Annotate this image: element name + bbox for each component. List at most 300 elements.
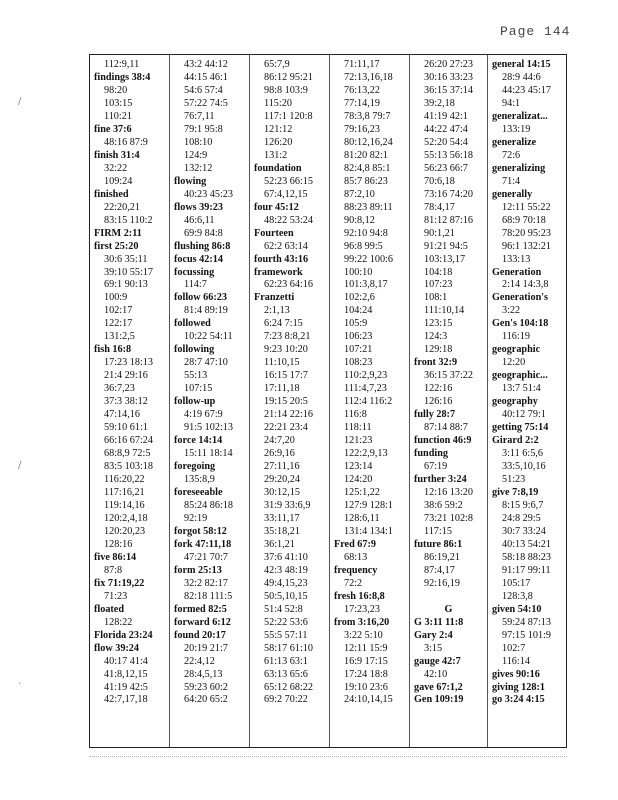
index-term: fourth 43:16: [254, 253, 309, 265]
page-reference: 21:4 29:16: [104, 370, 148, 382]
page-reference: 48:16 87:9: [104, 136, 148, 148]
page-reference: 6:24 7:15: [264, 318, 303, 330]
page-reference: 72:6: [502, 149, 521, 161]
index-term: four 45:12: [254, 201, 299, 213]
page-reference: 125:1,22: [344, 486, 380, 498]
page-reference: 78:3,8 79:7: [344, 110, 391, 122]
margin-tick-mark: .: [18, 676, 22, 687]
index-column: [170, 55, 250, 747]
page-reference: 28:4,5,13: [184, 668, 223, 680]
page-reference: 108:23: [344, 357, 373, 369]
page-reference: 122:16: [424, 383, 453, 395]
page-reference: 63:13 65:6: [264, 668, 308, 680]
index-column: [488, 55, 568, 747]
index-term: generalizing: [492, 162, 546, 174]
page-reference: 133:13: [502, 253, 531, 265]
page-reference: 62:2 63:14: [264, 240, 308, 252]
page-reference: 117:15: [424, 525, 452, 537]
index-term: giving 128:1: [492, 681, 545, 693]
index-term: fine 37:6: [94, 123, 132, 135]
page-reference: 49:4,15,23: [264, 577, 308, 589]
footer-divider: [89, 756, 567, 757]
page-reference: 86:12 95:21: [264, 71, 313, 83]
page-reference: 12:11 55:22: [502, 201, 551, 213]
page-reference: 22:4,12: [184, 655, 215, 667]
index-term: following: [174, 344, 215, 356]
index-term: fix 71:19,22: [94, 577, 145, 589]
index-term: given 54:10: [492, 603, 542, 615]
page-reference: 17:23 18:13: [104, 357, 153, 369]
page-reference: 64:20 65:2: [184, 694, 228, 706]
page-reference: 115:20: [264, 97, 292, 109]
page-reference: 135:8,9: [184, 474, 215, 485]
index-term: gauge 42:7: [414, 655, 461, 667]
page-reference: 17:24 18:8: [344, 668, 388, 680]
index-term: flow 39:24: [94, 642, 139, 654]
page-reference: 126:20: [264, 136, 293, 148]
page-reference: 24:8 29:5: [502, 512, 541, 524]
page-reference: 36:15 37:22: [424, 370, 473, 382]
page-reference: 19:15 20:5: [264, 396, 308, 408]
page-reference: 59:24 87:13: [502, 616, 551, 628]
page-reference: 52:23 66:15: [264, 175, 313, 187]
index-term: FIRM 2:11: [94, 227, 142, 239]
page-reference: 120:2,4,18: [104, 512, 148, 524]
page-reference: 24:7,20: [264, 435, 295, 447]
page-reference: 33:5,10,16: [502, 461, 546, 473]
page-reference: 87:8: [104, 564, 123, 576]
page-reference: 81:12 87:16: [424, 214, 473, 226]
page-reference: 30:12,15: [264, 486, 300, 498]
page-reference: 29:20,24: [264, 474, 300, 485]
page-reference: 83:15 110:2: [104, 214, 153, 226]
page-reference: 16:9 17:15: [344, 655, 388, 667]
page-reference: 131:2: [264, 149, 288, 161]
page-reference: 22:21 23:4: [264, 422, 308, 434]
page-reference: 72:2: [344, 577, 363, 589]
page-reference: 58:17 61:10: [264, 642, 313, 654]
page-reference: 99:22 100:6: [344, 253, 393, 265]
index-term: forgot 58:12: [174, 525, 227, 537]
page-reference: 44:15 46:1: [184, 71, 228, 83]
page-reference: 131:2,5: [104, 331, 135, 343]
index-term: funding: [414, 448, 448, 460]
page-reference: 92:16,19: [424, 577, 460, 589]
page-reference: 30:6 35:11: [104, 253, 148, 265]
page-reference: 71:23: [104, 590, 128, 602]
page-reference: 32:2 82:17: [184, 577, 228, 589]
page-reference: 28:9 44:6: [502, 71, 541, 83]
page-reference: 52:22 53:6: [264, 616, 308, 628]
index-term: foundation: [254, 162, 302, 174]
index-term: geographic...: [492, 370, 548, 382]
page-number-label: Page 144: [500, 24, 571, 39]
page-reference: 108:10: [184, 136, 213, 148]
index-term: fully 28:7: [414, 409, 456, 421]
page-reference: 11:10,15: [264, 357, 300, 369]
index-term: Generation: [492, 266, 542, 278]
blank-line: [410, 591, 487, 604]
index-term: Fourteen: [254, 227, 294, 239]
index-term: further 3:24: [414, 474, 467, 485]
page-reference: 58:18 88:23: [502, 551, 551, 563]
page-reference: 69:1 90:13: [104, 279, 148, 291]
page-reference: 12:20: [502, 357, 526, 369]
page-reference: 96:8 99:5: [344, 240, 383, 252]
page-reference: 59:10 61:1: [104, 422, 148, 434]
page-reference: 131:4 134:1: [344, 525, 393, 537]
index-term: Gary 2:4: [414, 629, 453, 641]
page-reference: 82:18 111:5: [184, 590, 233, 602]
page-reference: 47:14,16: [104, 409, 140, 421]
page-reference: 106:23: [344, 331, 373, 343]
page-reference: 3:15: [424, 642, 443, 654]
page-reference: 103:15: [104, 97, 133, 109]
page-reference: 65:12 68:22: [264, 681, 313, 693]
index-term: from 3:16,20: [334, 616, 390, 628]
page-reference: 105:9: [344, 318, 368, 330]
page-reference: 123:15: [424, 318, 453, 330]
page-reference: 40:23 45:23: [184, 188, 233, 200]
page-reference: 112:4 116:2: [344, 396, 393, 408]
index-term: generalizat...: [492, 110, 548, 122]
index-term: generally: [492, 188, 533, 200]
word-index-table: [89, 54, 567, 748]
page-reference: 42:7,17,18: [104, 694, 148, 706]
page-reference: 109:24: [104, 175, 133, 187]
page-reference: 110:2,9,23: [344, 370, 388, 382]
index-term: force 14:14: [174, 435, 223, 447]
margin-tick-mark: /: [18, 96, 22, 107]
page-reference: 78:20 95:23: [502, 227, 551, 239]
index-term: flowing: [174, 175, 207, 187]
index-term: G 3:11 11:8: [414, 616, 464, 628]
index-term: followed: [174, 318, 211, 330]
index-term: focus 42:14: [174, 253, 223, 265]
page-reference: 73:16 74:20: [424, 188, 473, 200]
page-reference: 133:19: [502, 123, 531, 135]
page-reference: 17:11,18: [264, 383, 300, 395]
page-reference: 102:2,6: [344, 292, 375, 304]
page-reference: 98:8 103:9: [264, 84, 308, 96]
page-reference: 7:23 8:8,21: [264, 331, 311, 343]
page-reference: 48:22 53:24: [264, 214, 313, 226]
index-term: framework: [254, 266, 303, 278]
page-reference: 12:11 15:9: [344, 642, 388, 654]
page-reference: 102:7: [502, 642, 526, 654]
page-reference: 80:12,16,24: [344, 136, 393, 148]
index-term: Franzetti: [254, 292, 295, 304]
page-reference: 104:24: [344, 305, 373, 317]
page-reference: 87:2,10: [344, 188, 375, 200]
page-reference: 126:16: [424, 396, 453, 408]
page-reference: 61:13 63:1: [264, 655, 308, 667]
page-reference: 41:19 42:1: [424, 110, 468, 122]
page-reference: 56:23 66:7: [424, 162, 468, 174]
page-reference: 65:7,9: [264, 59, 290, 70]
page-reference: 19:10 23:6: [344, 681, 388, 693]
page-reference: 98:20: [104, 84, 128, 96]
page-reference: 117:16,21: [104, 486, 145, 498]
page-reference: 15:11 18:14: [184, 448, 233, 460]
page-reference: 117:1 120:8: [264, 110, 313, 122]
index-term: geography: [492, 396, 538, 408]
index-column: [410, 55, 488, 747]
page-reference: 103:13,17: [424, 253, 466, 265]
page-reference: 92:19: [184, 512, 208, 524]
page-reference: 37:3 38:12: [104, 396, 148, 408]
index-term: forward 6:12: [174, 616, 231, 628]
page-reference: 96:1 132:21: [502, 240, 551, 252]
page-reference: 38:6 59:2: [424, 499, 463, 511]
index-term: fresh 16:8,8: [334, 590, 385, 602]
index-term: Florida 23:24: [94, 629, 153, 641]
page-reference: 50:5,10,15: [264, 590, 308, 602]
page-reference: 40:12 79:1: [502, 409, 546, 421]
page-reference: 124:9: [184, 149, 208, 161]
page-reference: 110:21: [104, 110, 132, 122]
page-reference: 3:22 5:10: [344, 629, 383, 641]
page-reference: 31:9 33:6,9: [264, 499, 311, 511]
page-reference: 87:4,17: [424, 564, 455, 576]
page-reference: 39:2,18: [424, 97, 455, 109]
page-reference: 118:11: [344, 422, 372, 434]
index-term: follow-up: [174, 396, 216, 408]
page-reference: 46:6,11: [184, 214, 215, 226]
page-reference: 123:14: [344, 461, 373, 473]
index-term: flushing 86:8: [174, 240, 231, 252]
page-reference: 78:4,17: [424, 201, 455, 213]
page-reference: 30:16 33:23: [424, 71, 473, 83]
page-reference: 4:19 67:9: [184, 409, 223, 421]
page-reference: 124:20: [344, 474, 373, 485]
page-reference: 119:14,16: [104, 499, 145, 511]
page-reference: 77:14,19: [344, 97, 380, 109]
page-reference: 51:23: [502, 474, 526, 485]
page-reference: 127:9 128:1: [344, 499, 393, 511]
page-reference: 12:16 13:20: [424, 486, 473, 498]
index-term: Gen's 104:18: [492, 318, 549, 330]
index-term: foreseeable: [174, 486, 223, 498]
page-reference: 68:8,9 72:5: [104, 448, 151, 460]
page-reference: 32:22: [104, 162, 128, 174]
page-reference: 124:3: [424, 331, 448, 343]
page-reference: 3:22: [502, 305, 521, 317]
index-column: [330, 55, 410, 747]
index-term: findings 38:4: [94, 71, 151, 83]
page-reference: 28:7 47:10: [184, 357, 228, 369]
page-reference: 55:13 56:18: [424, 149, 473, 161]
page-reference: 55:13: [184, 370, 208, 382]
page-reference: 62:23 64:16: [264, 279, 313, 291]
page-reference: 9:23 10:20: [264, 344, 308, 356]
page-reference: 91:17 99:11: [502, 564, 551, 576]
page-reference: 55:5 57:11: [264, 629, 308, 641]
page-reference: 26:20 27:23: [424, 59, 473, 70]
page-reference: 108:1: [424, 292, 448, 304]
page-reference: 111:10,14: [424, 305, 465, 317]
page-reference: 10:22 54:11: [184, 331, 233, 343]
index-term: future 86:1: [414, 538, 463, 550]
index-term: form 25:13: [174, 564, 222, 576]
page-reference: 122:17: [104, 318, 133, 330]
page-reference: 30:7 33:24: [502, 525, 546, 537]
index-term: finish 31:4: [94, 149, 140, 161]
page-reference: 116:20,22: [104, 474, 145, 485]
page-reference: 114:7: [184, 279, 207, 291]
page-reference: 51:4 52:8: [264, 603, 303, 615]
page-reference: 17:23,23: [344, 603, 380, 615]
page-reference: 116:8: [344, 409, 367, 421]
page-reference: 70:6,18: [424, 175, 455, 187]
page-reference: 79:16,23: [344, 123, 380, 135]
page-reference: 91:5 102:13: [184, 422, 233, 434]
page-reference: 132:12: [184, 162, 213, 174]
page-reference: 3:11 6:5,6: [502, 448, 543, 460]
page-reference: 21:14 22:16: [264, 409, 313, 421]
page-reference: 67:4,12,15: [264, 188, 308, 200]
page-reference: 116:19: [502, 331, 530, 343]
page-reference: 100:9: [104, 292, 128, 304]
page-reference: 66:16 67:24: [104, 435, 153, 447]
page-reference: 59:23 60:2: [184, 681, 228, 693]
page-reference: 128:22: [104, 616, 133, 628]
page-reference: 68:13: [344, 551, 368, 563]
page-reference: 72:13,16,18: [344, 71, 393, 83]
page-reference: 43:2 44:12: [184, 59, 228, 70]
page-reference: 20:19 21:7: [184, 642, 228, 654]
index-term: getting 75:14: [492, 422, 549, 434]
page-reference: 42:3 48:19: [264, 564, 308, 576]
page-reference: 120:20,23: [104, 525, 146, 537]
index-term: front 32:9: [414, 357, 458, 369]
index-term: flows 39:23: [174, 201, 223, 213]
page-reference: 36:7,23: [104, 383, 135, 395]
page-reference: 101:3,8,17: [344, 279, 388, 291]
page-reference: 88:23 89:11: [344, 201, 393, 213]
page-reference: 52:20 54:4: [424, 136, 468, 148]
section-letter-heading: G: [444, 603, 453, 615]
page-reference: 8:15 9:6,7: [502, 499, 544, 511]
page-reference: 73:21 102:8: [424, 512, 473, 524]
page-reference: 90:1,21: [424, 227, 455, 239]
index-term: go 3:24 4:15: [492, 694, 545, 706]
page-reference: 121:23: [344, 435, 373, 447]
page-reference: 37:6 41:10: [264, 551, 308, 563]
index-column: [250, 55, 330, 747]
page-reference: 104:18: [424, 266, 453, 278]
margin-tick-mark: /: [18, 460, 22, 471]
index-term: Girard 2:2: [492, 435, 539, 447]
page-reference: 112:9,11: [104, 59, 140, 70]
index-term: Fred 67:9: [334, 538, 376, 550]
index-term: geographic: [492, 344, 541, 356]
index-term: focussing: [174, 266, 215, 278]
page-reference: 16:15 17:7: [264, 370, 308, 382]
page-reference: 13:7 51:4: [502, 383, 541, 395]
page-reference: 116:14: [502, 655, 530, 667]
page-reference: 121:12: [264, 123, 293, 135]
page-reference: 2:1,13: [264, 305, 290, 317]
page-reference: 2:14 14:3,8: [502, 279, 549, 291]
page-reference: 41:19 42:5: [104, 681, 148, 693]
page-reference: 107:15: [184, 383, 213, 395]
page-reference: 129:18: [424, 344, 453, 356]
page-reference: 92:10 94:8: [344, 227, 388, 239]
page-reference: 81:20 82:1: [344, 149, 388, 161]
page-reference: 40:17 41:4: [104, 655, 148, 667]
index-term: generalize: [492, 136, 537, 148]
index-term: follow 66:23: [174, 292, 227, 304]
index-column: [90, 55, 170, 747]
page-reference: 41:8,12,15: [104, 668, 148, 680]
page-reference: 24:10,14,15: [344, 694, 393, 706]
page-reference: 27:11,16: [264, 461, 300, 473]
page-reference: 36:15 37:14: [424, 84, 473, 96]
index-term: found 20:17: [174, 629, 226, 641]
page-reference: 33:11,17: [264, 512, 300, 524]
page-reference: 68:9 70:18: [502, 214, 546, 226]
page-reference: 71:11,17: [344, 59, 380, 70]
page-reference: 107:21: [344, 344, 373, 356]
page-reference: 128:6,11: [344, 512, 380, 524]
index-term: Generation's: [492, 292, 549, 304]
page-reference: 111:4,7,23: [344, 383, 387, 395]
index-term: foregoing: [174, 461, 216, 473]
page-reference: 71:4: [502, 175, 521, 187]
page-reference: 122:2,9,13: [344, 448, 388, 460]
page-reference: 90:8,12: [344, 214, 375, 226]
page-reference: 83:5 103:18: [104, 461, 153, 473]
page-reference: 54:6 57:4: [184, 84, 223, 96]
page-reference: 69:9 84:8: [184, 227, 223, 239]
page-reference: 91:21 94:5: [424, 240, 468, 252]
page-reference: 86:19,21: [424, 551, 460, 563]
page-reference: 87:14 88:7: [424, 422, 468, 434]
page-reference: 44:22 47:4: [424, 123, 468, 135]
page-reference: 94:1: [502, 97, 521, 109]
page-reference: 97:15 101:9: [502, 629, 551, 641]
index-term: gives 90:16: [492, 668, 540, 680]
page-reference: 35:18,21: [264, 525, 300, 537]
page-reference: 128:3,8: [502, 590, 533, 602]
index-term: fork 47:11,18: [174, 538, 232, 550]
index-term: formed 82:5: [174, 603, 227, 615]
index-term: general 14:15: [492, 59, 551, 70]
index-term: Gen 109:19: [414, 694, 464, 706]
index-term: five 86:14: [94, 551, 137, 563]
page-reference: 79:1 95:8: [184, 123, 223, 135]
page-reference: 44:23 45:17: [502, 84, 551, 96]
page-reference: 40:13 54:21: [502, 538, 551, 550]
page-reference: 82:4,8 85:1: [344, 162, 391, 174]
index-term: frequency: [334, 564, 378, 576]
page-reference: 85:7 86:23: [344, 175, 388, 187]
page-reference: 102:17: [104, 305, 133, 317]
page-reference: 39:10 55:17: [104, 266, 153, 278]
page-reference: 47:21 70:7: [184, 551, 228, 563]
page-reference: 67:19: [424, 461, 448, 473]
page-reference: 76:13,22: [344, 84, 380, 96]
page-reference: 85:24 86:18: [184, 499, 233, 511]
page-reference: 100:10: [344, 266, 373, 278]
page-reference: 36:1,21: [264, 538, 295, 550]
page-reference: 42:10: [424, 668, 448, 680]
index-term: gave 67:1,2: [414, 681, 463, 693]
index-term: first 25:20: [94, 240, 139, 252]
index-term: fish 16:8: [94, 344, 132, 356]
index-term: finished: [94, 188, 129, 200]
